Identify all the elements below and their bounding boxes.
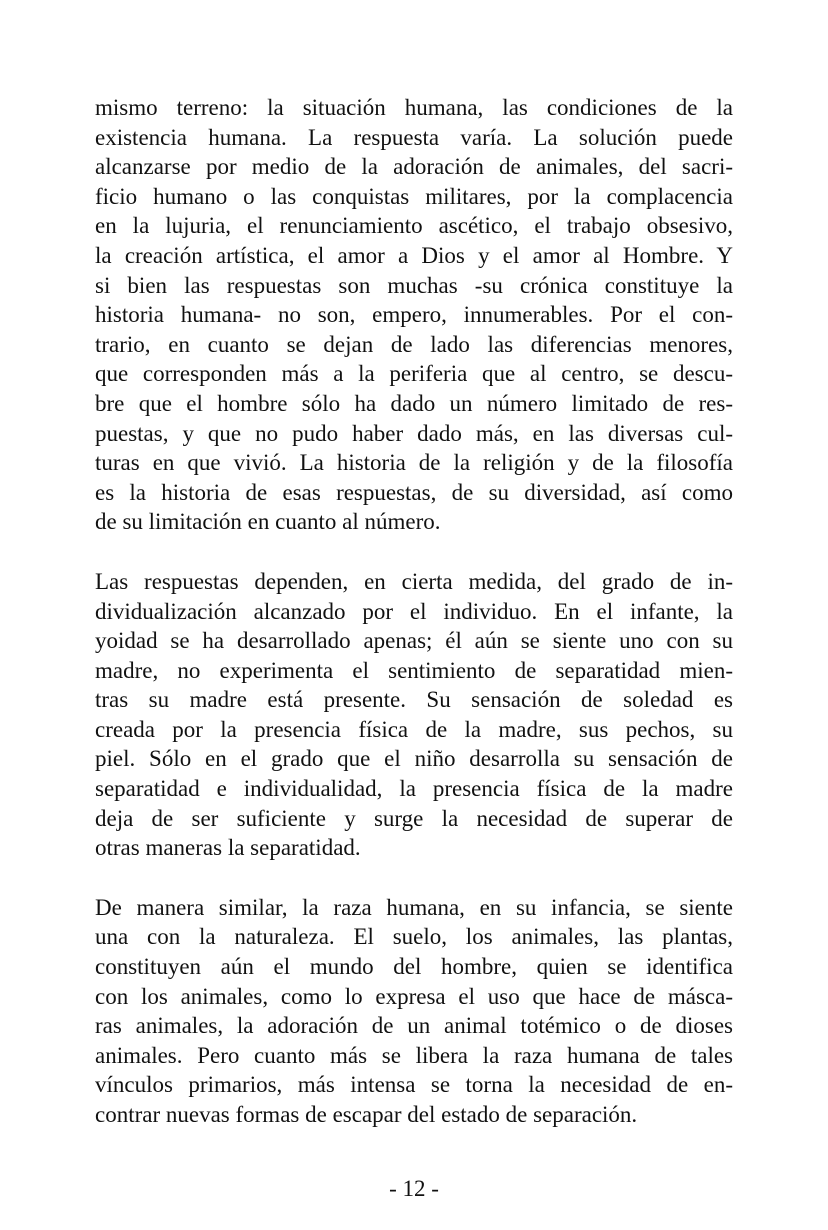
text-line: turas en que vivió. La historia de la religión y de la filosofía (95, 450, 733, 476)
text-line: trario, en cuanto se dejan de lado las diferencias menores, (95, 331, 733, 357)
paragraph-spacer (95, 863, 733, 893)
text-line: alcanzarse por medio de la adoración de animales, del sacri- (95, 154, 733, 180)
text-line: yoidad se ha desarrollado apenas; él aún se siente uno con su (95, 628, 733, 654)
text-line: ras animales, la adoración de un animal totémico o de dioses (95, 1013, 733, 1039)
text-line: otras maneras la separatidad. (95, 835, 361, 861)
text-line: deja de ser suficiente y surge la necesidad de superar de (95, 805, 733, 831)
text-line: madre, no experimenta el sentimiento de separatidad mien- (95, 657, 733, 683)
text-line: si bien las respuestas son muchas -su crónica constituye la (95, 272, 733, 298)
text-line: tras su madre está presente. Su sensación de soledad es (95, 687, 733, 713)
text-line: contrar nuevas formas de escapar del estado de separación. (95, 1102, 638, 1127)
page-number: - 12 - (389, 1176, 439, 1201)
text-line: con los animales, como lo expresa el uso que hace de másca- (95, 983, 733, 1009)
text-line: De manera similar, la raza humana, en su infancia, se siente (95, 894, 733, 920)
text-line: vínculos primarios, más intensa se torna la necesidad de en- (95, 1072, 733, 1098)
page-body (95, 93, 733, 1130)
text-line: la creación artística, el amor a Dios y el amor al Hombre. Y (95, 242, 733, 268)
text-line: bre que el hombre sólo ha dado un número limitado de res- (95, 390, 733, 416)
text-line: existencia humana. La respuesta varía. La solución puede (95, 124, 733, 150)
text-line: ficio humano o las conquistas militares, por la complacencia (95, 183, 733, 209)
text-line: animales. Pero cuanto más se libera la raza humana de tales (95, 1042, 733, 1068)
text-line: puestas, y que no pudo haber dado más, en las diversas cul- (95, 420, 733, 446)
text-line: dividualización alcanzado por el individuo. En el infante, la (95, 598, 733, 624)
paragraph-3 (95, 893, 733, 1130)
text-line: Las respuestas dependen, en cierta medida, del grado de in- (95, 568, 733, 594)
paragraph-spacer (95, 537, 733, 567)
text-line: historia humana- no son, empero, innumerables. Por el con- (95, 302, 733, 328)
text-line: que corresponden más a la periferia que al centro, se descu- (95, 361, 733, 387)
text-line: creada por la presencia física de la madre, sus pechos, su (95, 716, 733, 742)
text-line: es la historia de esas respuestas, de su diversidad, así como (95, 479, 733, 505)
paragraph-2 (95, 567, 733, 863)
text-line: constituyen aún el mundo del hombre, quien se identifica (95, 954, 733, 980)
text-line: de su limitación en cuanto al número. (95, 509, 441, 535)
paragraph-1 (95, 93, 733, 537)
text-line: mismo terreno: la situación humana, las condiciones de la (95, 95, 733, 120)
text-line: separatidad e individualidad, la presencia física de la madre (95, 776, 733, 802)
text-line: en la lujuria, el renunciamiento ascético, el trabajo obsesivo, (95, 213, 733, 239)
text-line: piel. Sólo en el grado que el niño desarrolla su sensación de (95, 746, 733, 772)
text-line: una con la naturaleza. El suelo, los animales, las plantas, (95, 924, 733, 950)
